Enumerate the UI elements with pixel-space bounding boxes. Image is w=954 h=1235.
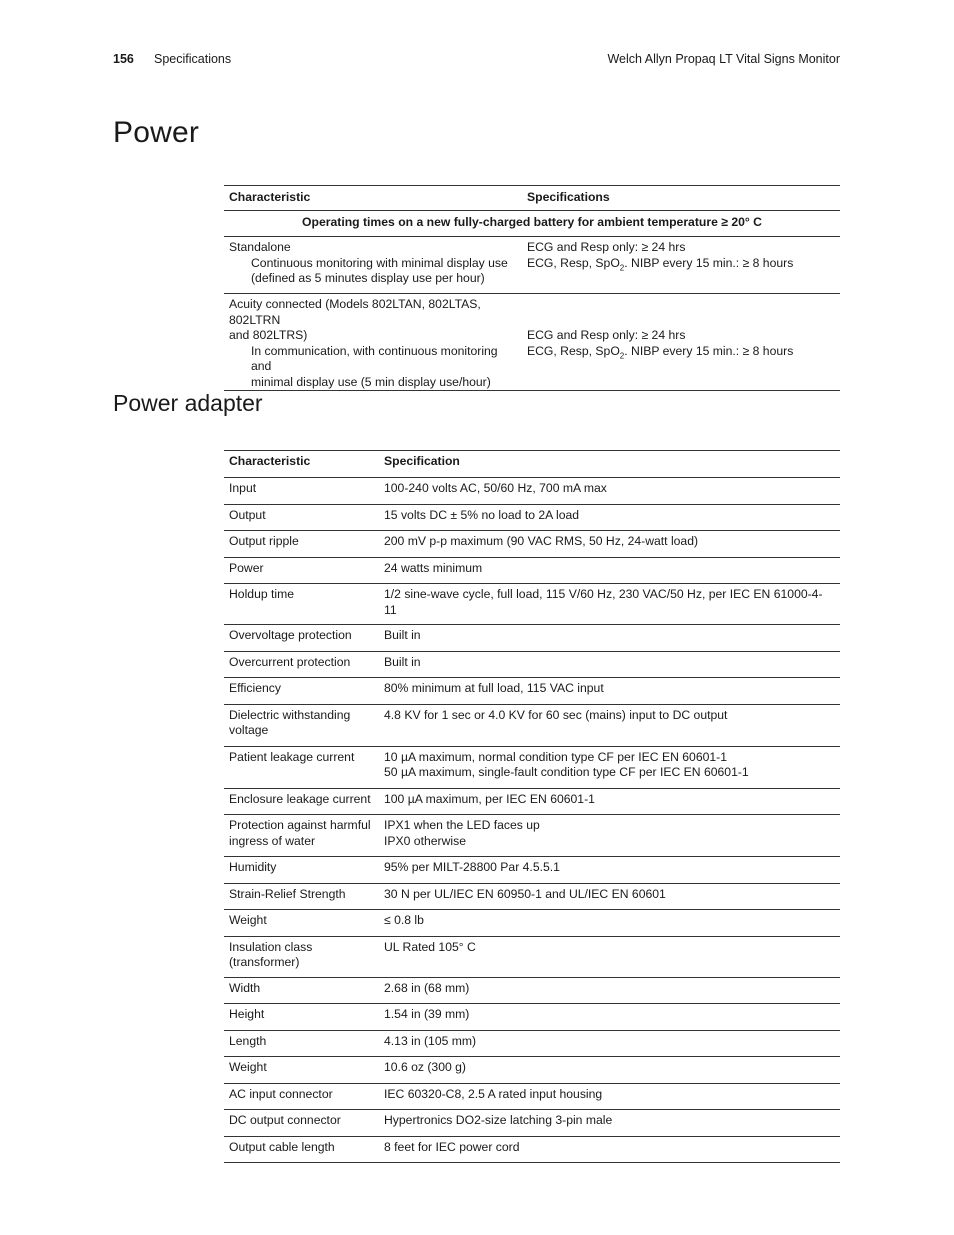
characteristic-cell xyxy=(224,294,522,391)
characteristic-cell: Power xyxy=(224,557,379,584)
specification-cell: 2.68 in (68 mm) xyxy=(379,977,840,1004)
characteristic-cell: Overcurrent protection xyxy=(224,651,379,678)
column-header: Characteristic xyxy=(224,186,522,211)
specification-cell: 24 watts minimum xyxy=(379,557,840,584)
table-row xyxy=(224,1136,840,1163)
table-row xyxy=(224,910,840,937)
table-row xyxy=(224,936,840,977)
table-row xyxy=(224,237,840,294)
characteristic-cell: AC input connector xyxy=(224,1083,379,1110)
characteristic-cell: Protection against harmful ingress of water xyxy=(224,815,379,857)
characteristic-cell: Input xyxy=(224,478,379,505)
power-table xyxy=(224,185,840,391)
table-row xyxy=(224,557,840,584)
specification-cell: 1.54 in (39 mm) xyxy=(379,1004,840,1031)
characteristic-cell: Humidity xyxy=(224,857,379,884)
table-row xyxy=(224,1110,840,1137)
spec-line: ECG, Resp, SpO$_2$. NIBP every 15 min.: ≥ 8 hours xyxy=(527,343,794,360)
specification-cell: 100 µA maximum, per IEC EN 60601-1 xyxy=(379,788,840,815)
table-row xyxy=(224,531,840,558)
power-heading: Power xyxy=(113,116,200,149)
characteristic-cell: Width xyxy=(224,977,379,1004)
characteristic-cell: Insulation class (transformer) xyxy=(224,936,379,977)
specification-cell: IEC 60320-C8, 2.5 A rated input housing xyxy=(379,1083,840,1110)
table-row xyxy=(224,815,840,857)
power-adapter-heading: Power adapter xyxy=(113,390,263,416)
specification-cell: 15 volts DC ± 5% no load to 2A load xyxy=(379,504,840,531)
characteristic-cell xyxy=(224,237,522,294)
table-row xyxy=(224,478,840,505)
row-description: minimal display use (5 min display use/hour) xyxy=(251,374,491,389)
table-row xyxy=(224,1030,840,1057)
specification-cell: IPX1 when the LED faces up IPX0 otherwise xyxy=(379,815,840,857)
table-row xyxy=(224,883,840,910)
specification-cell: 80% minimum at full load, 115 VAC input xyxy=(379,678,840,705)
row-description: In communication, with continuous monitoring and xyxy=(251,343,498,373)
table-row xyxy=(224,1057,840,1084)
characteristic-cell: DC output connector xyxy=(224,1110,379,1137)
column-header: Specifications xyxy=(522,186,840,211)
specification-cell: 4.13 in (105 mm) xyxy=(379,1030,840,1057)
spec-line: ECG and Resp only: ≥ 24 hrs xyxy=(527,240,686,254)
spec-line: ECG and Resp only: ≥ 24 hrs xyxy=(527,328,686,342)
table-header-row xyxy=(224,186,840,211)
specification-cell: 4.8 KV for 1 sec or 4.0 KV for 60 sec (mains) input to DC output xyxy=(379,704,840,746)
characteristic-cell: Enclosure leakage current xyxy=(224,788,379,815)
battery-subheading: Operating times on a new fully-charged battery for ambient temperature ≥ 20° C xyxy=(224,211,840,237)
specification-cell: 100-240 volts AC, 50/60 Hz, 700 mA max xyxy=(379,478,840,505)
specification-cell: Built in xyxy=(379,625,840,652)
table-row xyxy=(224,704,840,746)
specification-cell: UL Rated 105° C xyxy=(379,936,840,977)
page-number: 156 xyxy=(113,52,134,66)
spec-line: ECG, Resp, SpO$_2$. NIBP every 15 min.: ≥ 8 hours xyxy=(527,255,794,272)
table-row xyxy=(224,504,840,531)
column-header: Characteristic xyxy=(224,451,379,478)
row-title: Acuity connected (Models 802LTAN, 802LTAS, 802LTRN xyxy=(229,297,481,327)
table-row xyxy=(224,584,840,625)
specification-cell xyxy=(522,294,840,391)
table-row xyxy=(224,857,840,884)
table-row xyxy=(224,746,840,788)
characteristic-cell: Height xyxy=(224,1004,379,1031)
characteristic-cell: Weight xyxy=(224,1057,379,1084)
row-description: (defined as 5 minutes display use per hour) xyxy=(251,271,485,285)
characteristic-cell: Overvoltage protection xyxy=(224,625,379,652)
running-section: Specifications xyxy=(154,52,232,66)
table-subheading-row xyxy=(224,211,840,237)
characteristic-cell: Output xyxy=(224,504,379,531)
characteristic-cell: Strain-Relief Strength xyxy=(224,883,379,910)
characteristic-cell: Output cable length xyxy=(224,1136,379,1163)
table-row xyxy=(224,1004,840,1031)
specification-cell: Built in xyxy=(379,651,840,678)
specification-cell: 30 N per UL/IEC EN 60950-1 and UL/IEC EN 60601 xyxy=(379,883,840,910)
characteristic-cell: Patient leakage current xyxy=(224,746,379,788)
table-row xyxy=(224,625,840,652)
specification-cell: ≤ 0.8 lb xyxy=(379,910,840,937)
characteristic-cell: Length xyxy=(224,1030,379,1057)
row-title: Standalone xyxy=(229,240,291,254)
specification-cell: 95% per MILT-28800 Par 4.5.5.1 xyxy=(379,857,840,884)
specification-cell: 1/2 sine-wave cycle, full load, 115 V/60 Hz, 230 VAC/50 Hz, per IEC EN 61000-4-11 xyxy=(379,584,840,625)
characteristic-cell: Holdup time xyxy=(224,584,379,625)
characteristic-cell: Weight xyxy=(224,910,379,937)
specification-cell: 8 feet for IEC power cord xyxy=(379,1136,840,1163)
specification-cell: 200 mV p-p maximum (90 VAC RMS, 50 Hz, 24-watt load) xyxy=(379,531,840,558)
characteristic-cell: Efficiency xyxy=(224,678,379,705)
row-title: and 802LTRS) xyxy=(229,328,308,342)
table-row xyxy=(224,977,840,1004)
characteristic-cell: Output ripple xyxy=(224,531,379,558)
specification-cell: 10 µA maximum, normal condition type CF per IEC EN 60601-1 50 µA maximum, single-fault condition type CF per IEC EN 60601-1 xyxy=(379,746,840,788)
table-row xyxy=(224,651,840,678)
specification-cell xyxy=(522,237,840,294)
specification-cell: Hypertronics DO2-size latching 3-pin male xyxy=(379,1110,840,1137)
table-row xyxy=(224,294,840,391)
table-row xyxy=(224,788,840,815)
table-row xyxy=(224,678,840,705)
column-header: Specification xyxy=(379,451,840,478)
specification-cell: 10.6 oz (300 g) xyxy=(379,1057,840,1084)
table-row xyxy=(224,1083,840,1110)
table-header-row xyxy=(224,451,840,478)
row-description: Continuous monitoring with minimal display use xyxy=(251,255,508,270)
power-adapter-table xyxy=(224,450,840,1163)
characteristic-cell: Dielectric withstanding voltage xyxy=(224,704,379,746)
running-title: Welch Allyn Propaq LT Vital Signs Monitor xyxy=(607,52,840,66)
